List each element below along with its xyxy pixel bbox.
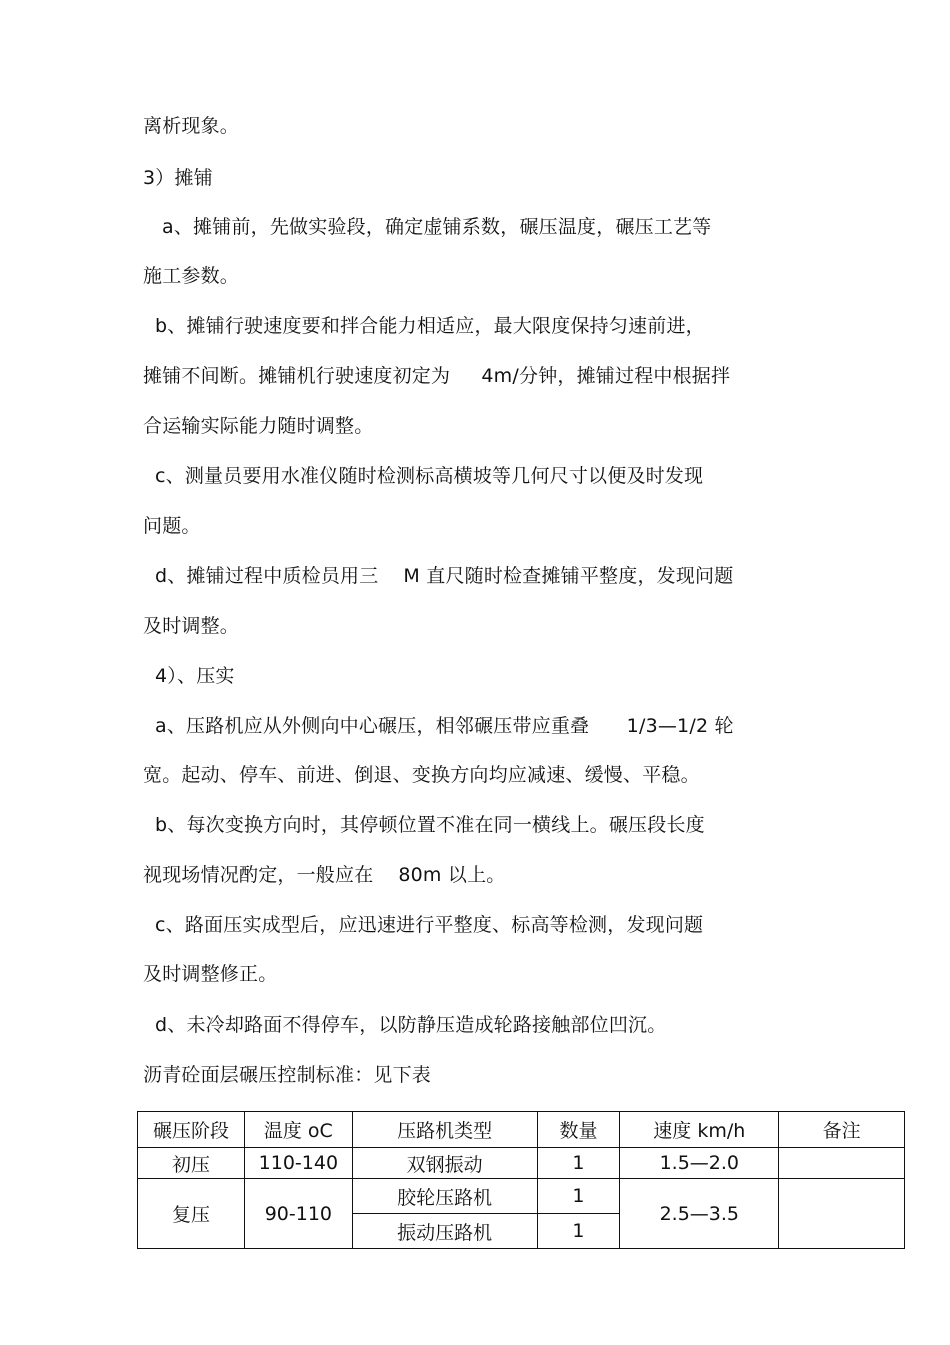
text-line: a、摊铺前，先做实验段，确定虚铺系数，碾压温度，碾压工艺等 [162, 216, 712, 238]
header-cell: 数量 [537, 1112, 620, 1148]
roller-type-cell: 胶轮压路机 [352, 1179, 537, 1214]
text-line: 及时调整修正。 [143, 963, 278, 985]
stage-cell: 复压 [138, 1179, 245, 1249]
text-line: c、路面压实成型后，应迅速进行平整度、标高等检测，发现问题 [155, 914, 704, 936]
text-line: 问题。 [143, 515, 201, 537]
text-line: 离析现象。 [143, 115, 240, 137]
temperature-cell: 110-140 [244, 1148, 352, 1179]
quantity-cell: 1 [537, 1214, 620, 1249]
roller-type-cell: 双钢振动 [352, 1148, 537, 1179]
text-line: a、压路机应从外侧向中心碾压，相邻碾压带应重叠 1/3—1/2 轮 [155, 715, 734, 737]
text-line: 合运输实际能力随时调整。 [143, 415, 374, 437]
table-caption: 沥青砼面层碾压控制标准：见下表 [143, 1064, 432, 1086]
temperature-cell: 90-110 [244, 1179, 352, 1249]
text-line: b、摊铺行驶速度要和拌合能力相适应，最大限度保持匀速前进， [155, 315, 705, 337]
text-line: c、测量员要用水准仪随时检测标高横坡等几何尺寸以便及时发现 [155, 465, 704, 487]
header-cell: 备注 [779, 1112, 905, 1148]
text-line: d、摊铺过程中质检员用三 M 直尺随时检查摊铺平整度，发现问题 [155, 565, 734, 587]
text-line: 宽。起动、停车、前进、倒退、变换方向均应减速、缓慢、平稳。 [143, 764, 700, 786]
text-line: 施工参数。 [143, 265, 240, 287]
text-line: 视现场情况酌定，一般应在 80m 以上。 [143, 864, 506, 886]
text-line: 及时调整。 [143, 615, 240, 637]
note-cell [779, 1179, 905, 1249]
note-cell [779, 1148, 905, 1179]
table-row [138, 1148, 905, 1179]
table-row [138, 1179, 905, 1214]
table-header-row [138, 1112, 905, 1148]
speed-cell: 2.5—3.5 [620, 1179, 779, 1249]
compaction-standard-table [137, 1111, 905, 1249]
speed-cell: 1.5—2.0 [620, 1148, 779, 1179]
stage-cell: 初压 [138, 1148, 245, 1179]
section-heading-compaction: 4）、压实 [155, 665, 235, 687]
header-cell: 速度 km/h [620, 1112, 779, 1148]
roller-type-cell: 振动压路机 [352, 1214, 537, 1249]
text-line: 摊铺不间断。摊铺机行驶速度初定为 4m/分钟，摊铺过程中根据拌 [143, 365, 731, 387]
text-line: b、每次变换方向时，其停顿位置不准在同一横线上。碾压段长度 [155, 814, 705, 836]
quantity-cell: 1 [537, 1148, 620, 1179]
header-cell: 温度 oC [244, 1112, 352, 1148]
header-cell: 压路机类型 [352, 1112, 537, 1148]
section-heading-paving: 3）摊铺 [143, 167, 213, 189]
header-cell: 碾压阶段 [138, 1112, 245, 1148]
text-line: d、未冷却路面不得停车，以防静压造成轮路接触部位凹沉。 [155, 1014, 667, 1036]
quantity-cell: 1 [537, 1179, 620, 1214]
